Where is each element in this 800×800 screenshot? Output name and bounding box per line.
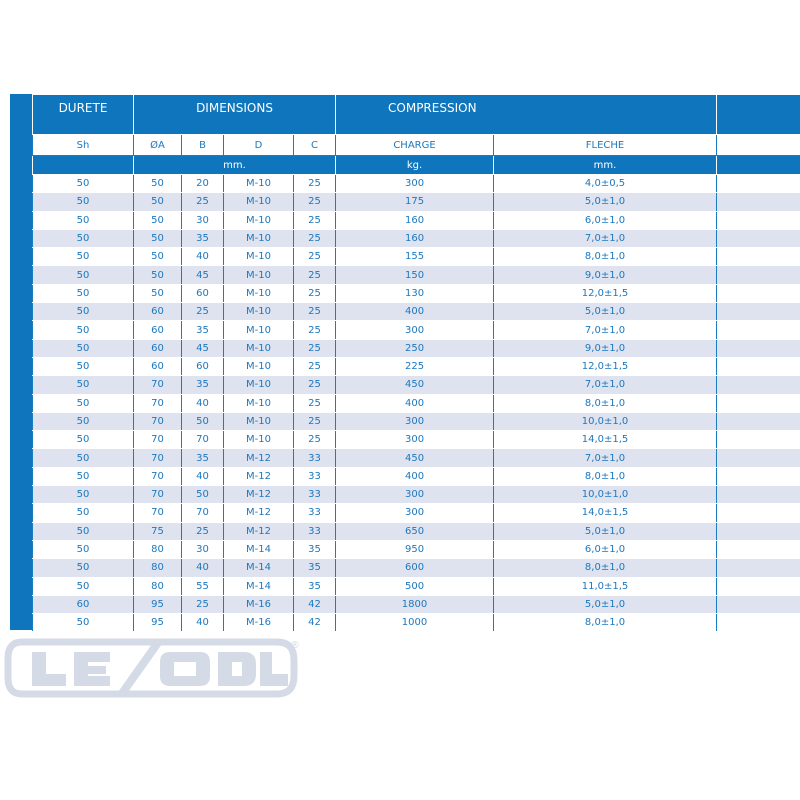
cell-c: 35 [294,559,336,577]
table-row [33,595,800,613]
cell-sh: 50 [33,303,134,321]
cell-d: M-12 [224,504,294,522]
cell-a: 70 [134,431,182,449]
cell-a: 50 [134,266,182,284]
cell-b: 45 [182,339,224,357]
table-row [33,394,800,412]
unit-charge: kg. [336,156,494,175]
table-row [33,559,800,577]
cell-c: 25 [294,266,336,284]
group-durete: DURETE [33,95,134,135]
cell-b: 20 [182,175,224,193]
cell-extra [717,614,800,632]
cell-sh: 50 [33,175,134,193]
group-empty [717,95,800,135]
cell-charge: 500 [336,577,494,595]
cell-charge: 400 [336,394,494,412]
cell-charge: 300 [336,431,494,449]
cell-sh: 50 [33,559,134,577]
cell-charge: 650 [336,522,494,540]
cell-c: 42 [294,595,336,613]
cell-fleche: 8,0±1,0 [494,467,717,485]
cell-charge: 300 [336,486,494,504]
cell-fleche: 12,0±1,5 [494,284,717,302]
col-empty [717,135,800,156]
cell-a: 50 [134,248,182,266]
lesol-logo [2,630,302,706]
cell-a: 50 [134,175,182,193]
cell-b: 60 [182,357,224,375]
cell-fleche: 9,0±1,0 [494,266,717,284]
cell-extra [717,522,800,540]
cell-b: 30 [182,540,224,558]
spec-table [32,94,800,632]
cell-charge: 950 [336,540,494,558]
cell-d: M-10 [224,211,294,229]
cell-b: 35 [182,376,224,394]
col-sh: Sh [33,135,134,156]
cell-b: 60 [182,284,224,302]
cell-a: 75 [134,522,182,540]
cell-d: M-12 [224,522,294,540]
cell-sh: 50 [33,614,134,632]
table-row [33,266,800,284]
cell-charge: 225 [336,357,494,375]
cell-d: M-10 [224,394,294,412]
cell-fleche: 4,0±0,5 [494,175,717,193]
table-row [33,522,800,540]
cell-a: 60 [134,357,182,375]
cell-extra [717,449,800,467]
cell-a: 95 [134,595,182,613]
cell-b: 40 [182,394,224,412]
cell-extra [717,595,800,613]
col-c: C [294,135,336,156]
group-compression [336,95,717,135]
cell-extra [717,211,800,229]
cell-c: 33 [294,449,336,467]
cell-sh: 50 [33,248,134,266]
cell-charge: 300 [336,412,494,430]
cell-d: M-14 [224,559,294,577]
cell-charge: 300 [336,504,494,522]
table-row [33,321,800,339]
col-charge: CHARGE [336,135,494,156]
unit-dimensions: mm. [134,156,336,175]
unit-row [33,156,800,175]
col-fleche: FLECHE [494,135,717,156]
cell-fleche: 10,0±1,0 [494,412,717,430]
cell-b: 35 [182,449,224,467]
cell-extra [717,412,800,430]
cell-fleche: 8,0±1,0 [494,614,717,632]
cell-a: 70 [134,376,182,394]
cell-c: 35 [294,540,336,558]
cell-c: 25 [294,175,336,193]
cell-c: 25 [294,284,336,302]
cell-d: M-10 [224,284,294,302]
cell-extra [717,376,800,394]
cell-b: 70 [182,504,224,522]
cell-c: 33 [294,522,336,540]
cell-extra [717,303,800,321]
cell-fleche: 6,0±1,0 [494,540,717,558]
cell-sh: 50 [33,193,134,211]
cell-b: 25 [182,193,224,211]
cell-sh: 50 [33,211,134,229]
cell-sh: 50 [33,357,134,375]
cell-d: M-12 [224,486,294,504]
cell-sh: 50 [33,376,134,394]
cell-charge: 400 [336,467,494,485]
cell-charge: 160 [336,229,494,247]
cell-fleche: 8,0±1,0 [494,248,717,266]
cell-extra [717,504,800,522]
cell-a: 70 [134,467,182,485]
cell-d: M-10 [224,376,294,394]
cell-sh: 50 [33,284,134,302]
cell-a: 70 [134,449,182,467]
cell-charge: 155 [336,248,494,266]
cell-extra [717,394,800,412]
cell-d: M-10 [224,175,294,193]
cell-b: 50 [182,486,224,504]
cell-sh: 50 [33,449,134,467]
cell-fleche: 14,0±1,5 [494,504,717,522]
table-row [33,449,800,467]
table-row [33,467,800,485]
cell-fleche: 7,0±1,0 [494,229,717,247]
cell-charge: 300 [336,321,494,339]
cell-fleche: 5,0±1,0 [494,522,717,540]
table-row [33,486,800,504]
cell-c: 25 [294,376,336,394]
cell-c: 25 [294,248,336,266]
cell-b: 45 [182,266,224,284]
cell-sh: 50 [33,229,134,247]
cell-d: M-10 [224,412,294,430]
cell-d: M-14 [224,577,294,595]
left-accent-bar [10,94,32,630]
cell-a: 80 [134,559,182,577]
cell-a: 50 [134,193,182,211]
cell-b: 35 [182,321,224,339]
table-row [33,303,800,321]
cell-charge: 160 [336,211,494,229]
logo-text: LESOL [2,630,6,631]
cell-sh: 50 [33,394,134,412]
table-row [33,248,800,266]
cell-a: 60 [134,303,182,321]
table-row [33,577,800,595]
cell-d: M-12 [224,467,294,485]
cell-sh: 50 [33,431,134,449]
cell-c: 33 [294,467,336,485]
cell-charge: 130 [336,284,494,302]
cell-c: 35 [294,577,336,595]
table-row [33,540,800,558]
cell-a: 70 [134,412,182,430]
cell-charge: 400 [336,303,494,321]
cell-charge: 600 [336,559,494,577]
cell-c: 25 [294,303,336,321]
cell-charge: 300 [336,175,494,193]
cell-a: 50 [134,211,182,229]
cell-fleche: 8,0±1,0 [494,559,717,577]
cell-d: M-10 [224,303,294,321]
table-row [33,376,800,394]
cell-b: 40 [182,248,224,266]
cell-extra [717,467,800,485]
table-row [33,175,800,193]
column-header-row [33,135,800,156]
registered-mark: ® [290,640,300,651]
cell-c: 25 [294,394,336,412]
unit-empty [717,156,800,175]
cell-sh: 50 [33,522,134,540]
cell-b: 40 [182,559,224,577]
table-row [33,193,800,211]
cell-c: 42 [294,614,336,632]
cell-a: 70 [134,486,182,504]
cell-d: M-14 [224,540,294,558]
cell-d: M-16 [224,614,294,632]
cell-d: M-12 [224,449,294,467]
cell-sh: 60 [33,595,134,613]
table-row [33,339,800,357]
cell-extra [717,339,800,357]
cell-c: 25 [294,431,336,449]
cell-b: 70 [182,431,224,449]
table-row [33,357,800,375]
cell-fleche: 6,0±1,0 [494,211,717,229]
col-d: D [224,135,294,156]
cell-a: 80 [134,577,182,595]
cell-d: M-10 [224,229,294,247]
cell-charge: 250 [336,339,494,357]
cell-b: 50 [182,412,224,430]
cell-a: 50 [134,229,182,247]
table-body [33,175,800,632]
cell-d: M-16 [224,595,294,613]
cell-b: 25 [182,522,224,540]
cell-c: 25 [294,357,336,375]
cell-d: M-10 [224,357,294,375]
cell-charge: 1800 [336,595,494,613]
cell-b: 35 [182,229,224,247]
cell-a: 60 [134,339,182,357]
cell-a: 60 [134,321,182,339]
table-row [33,412,800,430]
cell-d: M-10 [224,266,294,284]
cell-sh: 50 [33,321,134,339]
cell-a: 70 [134,394,182,412]
cell-b: 55 [182,577,224,595]
cell-extra [717,431,800,449]
cell-a: 80 [134,540,182,558]
cell-fleche: 11,0±1,5 [494,577,717,595]
cell-b: 40 [182,467,224,485]
group-header-row [33,95,800,135]
cell-c: 25 [294,321,336,339]
cell-sh: 50 [33,266,134,284]
cell-extra [717,486,800,504]
cell-fleche: 12,0±1,5 [494,357,717,375]
group-compression-label: COMPRESSION [388,101,477,115]
cell-c: 25 [294,193,336,211]
cell-extra [717,248,800,266]
cell-a: 50 [134,284,182,302]
cell-fleche: 9,0±1,0 [494,339,717,357]
cell-extra [717,559,800,577]
cell-fleche: 7,0±1,0 [494,449,717,467]
cell-extra [717,321,800,339]
cell-d: M-10 [224,431,294,449]
unit-fleche: mm. [494,156,717,175]
col-b: B [182,135,224,156]
cell-extra [717,175,800,193]
cell-d: M-10 [224,248,294,266]
cell-b: 25 [182,303,224,321]
cell-d: M-10 [224,193,294,211]
cell-charge: 150 [336,266,494,284]
cell-sh: 50 [33,339,134,357]
cell-sh: 50 [33,577,134,595]
cell-fleche: 14,0±1,5 [494,431,717,449]
cell-fleche: 5,0±1,0 [494,595,717,613]
cell-sh: 50 [33,412,134,430]
cell-extra [717,284,800,302]
cell-sh: 50 [33,540,134,558]
table-row [33,504,800,522]
table-row [33,284,800,302]
cell-extra [717,266,800,284]
cell-fleche: 7,0±1,0 [494,376,717,394]
cell-fleche: 8,0±1,0 [494,394,717,412]
cell-c: 25 [294,211,336,229]
cell-extra [717,193,800,211]
cell-charge: 450 [336,449,494,467]
cell-fleche: 10,0±1,0 [494,486,717,504]
cell-extra [717,577,800,595]
cell-sh: 50 [33,504,134,522]
cell-charge: 175 [336,193,494,211]
cell-extra [717,540,800,558]
cell-extra [717,357,800,375]
cell-b: 40 [182,614,224,632]
cell-c: 25 [294,412,336,430]
col-a: ØA [134,135,182,156]
table-row [33,211,800,229]
cell-a: 95 [134,614,182,632]
cell-fleche: 5,0±1,0 [494,303,717,321]
cell-a: 70 [134,504,182,522]
cell-extra [717,229,800,247]
cell-c: 25 [294,229,336,247]
cell-charge: 1000 [336,614,494,632]
cell-c: 33 [294,504,336,522]
cell-fleche: 7,0±1,0 [494,321,717,339]
cell-sh: 50 [33,486,134,504]
cell-c: 25 [294,339,336,357]
cell-b: 30 [182,211,224,229]
cell-charge: 450 [336,376,494,394]
cell-d: M-10 [224,339,294,357]
cell-fleche: 5,0±1,0 [494,193,717,211]
group-dimensions: DIMENSIONS [134,95,336,135]
table-row [33,229,800,247]
cell-sh: 50 [33,467,134,485]
cell-c: 33 [294,486,336,504]
cell-d: M-10 [224,321,294,339]
unit-sh [33,156,134,175]
cell-b: 25 [182,595,224,613]
table-row [33,431,800,449]
